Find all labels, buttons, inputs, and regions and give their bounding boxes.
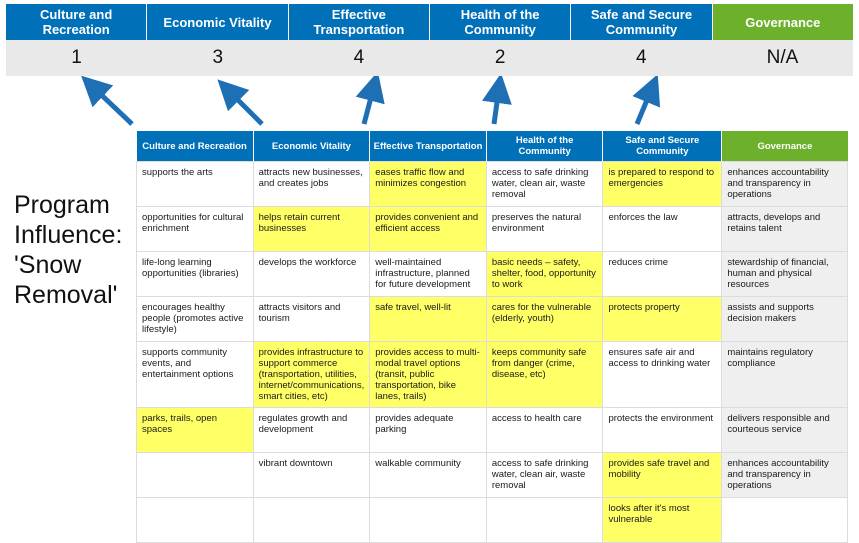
matrix-cell: well-maintained infrastructure, planned for future development — [370, 252, 487, 297]
matrix-cell: opportunities for cultural enrichment — [137, 207, 254, 252]
matrix-header-1: Culture and Recreation — [137, 131, 254, 162]
priority-score-row — [6, 40, 853, 76]
priority-score-4: 2 — [494, 47, 506, 68]
matrix-cell: develops the workforce — [253, 252, 370, 297]
matrix-cell: maintains regulatory compliance — [722, 342, 848, 408]
matrix-cell: encourages healthy people (promotes active lifestyle) — [137, 297, 254, 342]
matrix-cell — [370, 498, 487, 543]
table-row — [137, 207, 848, 252]
priority-header-3: Effective Transportation — [289, 4, 430, 40]
priority-score-3: 4 — [353, 47, 365, 68]
table-row — [137, 453, 848, 498]
priority-header-5: Safe and Secure Community — [571, 4, 712, 40]
matrix-cell: enhances accountability and transparency in operations — [722, 453, 848, 498]
table-row — [137, 297, 848, 342]
arrow-health-community — [494, 88, 499, 124]
matrix-header-row — [137, 131, 848, 162]
matrix-cell: provides safe travel and mobility — [603, 453, 722, 498]
matrix-cell — [137, 453, 254, 498]
priority-header-2: Economic Vitality — [147, 4, 288, 40]
matrix-header-4: Health of the Community — [486, 131, 603, 162]
matrix-cell: life-long learning opportunities (libraries) — [137, 252, 254, 297]
arrow-culture-recreation — [92, 86, 132, 124]
matrix-cell: regulates growth and development — [253, 408, 370, 453]
outcomes-table — [136, 131, 848, 543]
matrix-header-6: Governance — [722, 131, 848, 162]
strategic-priorities-header-strip — [6, 4, 853, 76]
matrix-cell — [722, 498, 848, 543]
matrix-cell: attracts visitors and tourism — [253, 297, 370, 342]
priority-score-6: N/A — [766, 47, 799, 68]
matrix-cell: cares for the vulnerable (elderly, youth) — [486, 297, 603, 342]
matrix-cell: walkable community — [370, 453, 487, 498]
arrow-economic-vitality — [228, 90, 262, 124]
matrix-cell: provides infrastructure to support commerce (transportation, utilities, internet/communications, smart cities, etc) — [253, 342, 370, 408]
matrix-cell: provides access to multi-modal travel options (transit, public transportation, bike lanes, trails) — [370, 342, 487, 408]
matrix-header-2: Economic Vitality — [253, 131, 370, 162]
matrix-cell: reduces crime — [603, 252, 722, 297]
table-row — [137, 408, 848, 453]
matrix-cell: ensures safe air and access to drinking water — [603, 342, 722, 408]
influence-arrows-group — [0, 76, 859, 134]
matrix-cell: access to health care — [486, 408, 603, 453]
matrix-header-5: Safe and Secure Community — [603, 131, 722, 162]
table-row — [137, 342, 848, 408]
matrix-cell: enforces the law — [603, 207, 722, 252]
matrix-cell: keeps community safe from danger (crime, disease, etc) — [486, 342, 603, 408]
matrix-cell: provides convenient and efficient access — [370, 207, 487, 252]
matrix-body — [137, 162, 848, 543]
matrix-cell: is prepared to respond to emergencies — [603, 162, 722, 207]
priority-header-6: Governance — [713, 4, 853, 40]
matrix-cell: attracts, develops and retains talent — [722, 207, 848, 252]
matrix-cell: vibrant downtown — [253, 453, 370, 498]
program-influence-caption: Program Influence: 'Snow Removal' — [14, 191, 123, 309]
matrix-cell: basic needs – safety, shelter, food, opportunity to work — [486, 252, 603, 297]
matrix-cell: safe travel, well-lit — [370, 297, 487, 342]
matrix-cell — [486, 498, 603, 543]
matrix-header-3: Effective Transportation — [370, 131, 487, 162]
priority-header-1: Culture and Recreation — [6, 4, 147, 40]
table-row — [137, 498, 848, 543]
matrix-cell: eases traffic flow and minimizes congestion — [370, 162, 487, 207]
priority-score-2: 3 — [212, 47, 224, 68]
table-row — [137, 162, 848, 207]
matrix-cell: parks, trails, open spaces — [137, 408, 254, 453]
matrix-cell: provides adequate parking — [370, 408, 487, 453]
matrix-cell: preserves the natural environment — [486, 207, 603, 252]
outcomes-matrix — [136, 131, 848, 543]
matrix-cell — [137, 498, 254, 543]
arrow-effective-transportation — [364, 86, 374, 124]
matrix-cell: stewardship of financial, human and physical resources — [722, 252, 848, 297]
priority-score-1: 1 — [71, 47, 82, 68]
matrix-cell: helps retain current businesses — [253, 207, 370, 252]
matrix-cell: attracts new businesses, and creates jobs — [253, 162, 370, 207]
matrix-cell — [253, 498, 370, 543]
matrix-cell: enhances accountability and transparency in operations — [722, 162, 848, 207]
priority-header-4: Health of the Community — [430, 4, 571, 40]
arrow-safe-secure-community — [637, 88, 652, 124]
matrix-cell: protects the environment — [603, 408, 722, 453]
priority-header-row — [6, 4, 853, 40]
matrix-cell: delivers responsible and courteous service — [722, 408, 848, 453]
matrix-cell: supports the arts — [137, 162, 254, 207]
matrix-cell: access to safe drinking water, clean air, waste removal — [486, 162, 603, 207]
matrix-cell: protects property — [603, 297, 722, 342]
matrix-cell: access to safe drinking water, clean air, waste removal — [486, 453, 603, 498]
matrix-cell: supports community events, and entertainment options — [137, 342, 254, 408]
table-row — [137, 252, 848, 297]
matrix-cell: assists and supports decision makers — [722, 297, 848, 342]
matrix-cell: looks after it's most vulnerable — [603, 498, 722, 543]
priority-score-5: 4 — [635, 47, 647, 68]
